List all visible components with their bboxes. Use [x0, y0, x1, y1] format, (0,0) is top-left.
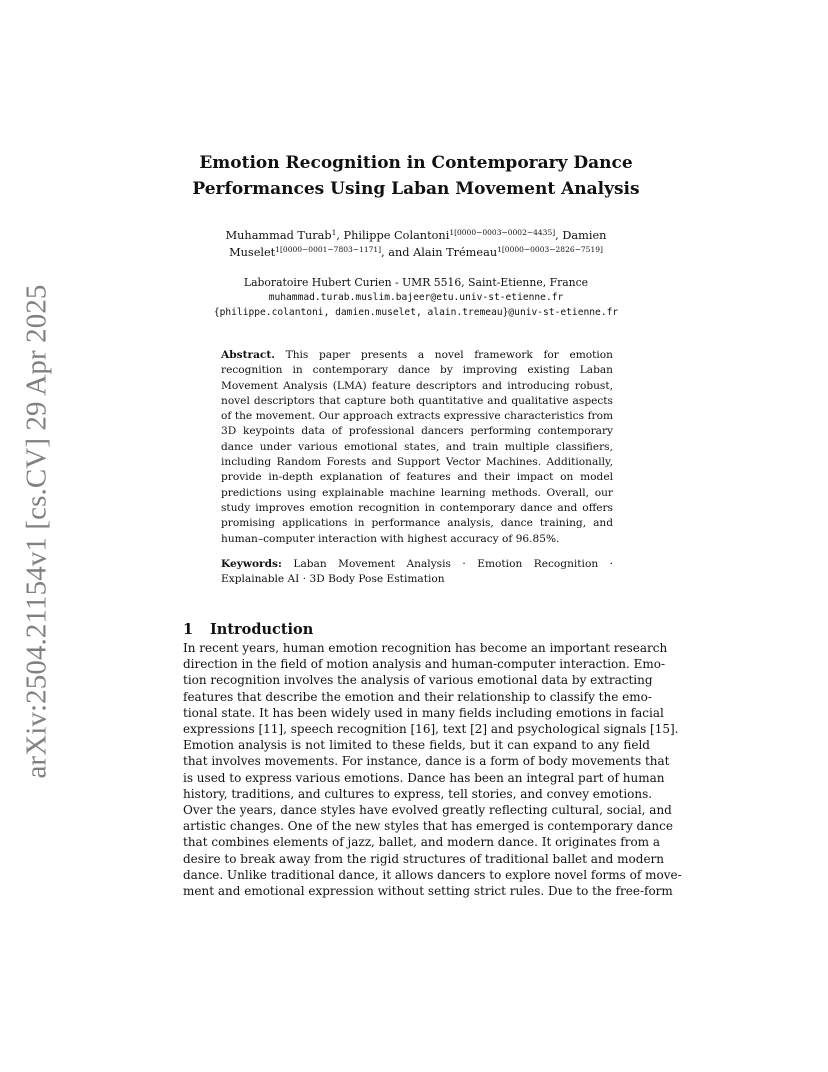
- abstract-paragraph: [221, 348, 613, 547]
- body-line: Emotion analysis is not limited to these fields, but it can expand to any field: [183, 738, 650, 753]
- paper-title: [150, 150, 682, 202]
- body-line: tional state. It has been widely used in many fields including emotions in facial: [183, 705, 664, 720]
- author-muselet-first: , Damien: [555, 229, 607, 242]
- abstract-label: Abstract.: [221, 349, 275, 361]
- arxiv-stamp-text: arXiv:2504.21154v1 [cs.CV] 29 Apr 2025: [20, 283, 53, 779]
- author-colantoni-orcid: 1[0000−0003−0002−4435]: [449, 228, 556, 237]
- body-line: artistic changes. One of the new styles that has emerged is contemporary dance: [183, 819, 673, 834]
- author-turab-affil: 1: [331, 228, 337, 237]
- author-line-1: [180, 227, 652, 244]
- author-colantoni: , Philippe Colantoni: [336, 229, 450, 242]
- affiliation-institution: Laboratoire Hubert Curien - UMR 5516, Saint-Etienne, France: [243, 276, 589, 289]
- abstract-block: [221, 348, 613, 587]
- arxiv-stamp: [9, 283, 65, 779]
- affiliation-block: [160, 275, 672, 320]
- keywords-label: Keywords:: [221, 557, 282, 570]
- email-primary: muhammad.turab.muslim.bajeer@etu.univ-st-etienne.fr: [268, 292, 564, 303]
- body-line: ment and emotional expression without setting strict rules. Due to the free-form: [183, 884, 673, 899]
- introduction-body: [183, 640, 682, 899]
- body-line: In recent years, human emotion recognition has become an important research: [183, 641, 668, 655]
- keywords-paragraph: [221, 557, 613, 588]
- section-heading: [183, 621, 313, 638]
- body-line: expressions [11], speech recognition [16], text [2] and psychological signals [15].: [183, 722, 679, 737]
- section-number: 1: [183, 621, 194, 639]
- body-line: direction in the field of motion analysis and human-computer interaction. Emo-: [183, 657, 666, 672]
- author-tremeau-orcid: 1[0000−0003−2826−7519]: [497, 245, 603, 254]
- author-tremeau: , and Alain Trémeau: [381, 246, 498, 259]
- body-line: features that describe the emotion and their relationship to classify the emo-: [183, 689, 652, 704]
- author-muselet-orcid: 1[0000−0001−7803−1171]: [275, 245, 382, 254]
- title-line-1: Emotion Recognition in Contemporary Dance: [199, 153, 633, 173]
- body-line: desire to break away from the rigid structures of traditional ballet and modern: [183, 851, 665, 866]
- body-line: dance. Unlike traditional dance, it allows dancers to explore novel forms of move-: [183, 867, 682, 882]
- body-line: that involves movements. For instance, dance is a form of body movements that: [183, 754, 670, 769]
- body-line: that combines elements of jazz, ballet, and modern dance. It originates from a: [183, 835, 661, 850]
- title-line-2: Performances Using Laban Movement Analysis: [192, 179, 640, 199]
- author-line-2: [180, 244, 652, 261]
- keywords-text: Laban Movement Analysis · Emotion Recognition · Explainable AI · 3D Body Pose Estimation: [221, 557, 613, 586]
- body-line: history, traditions, and cultures to express, tell stories, and convey emotions.: [183, 786, 653, 801]
- author-list: [180, 227, 652, 261]
- section-title: Introduction: [210, 621, 314, 639]
- body-line: tion recognition involves the analysis of various emotional data by extracting: [183, 673, 653, 688]
- abstract-text: This paper presents a novel framework for emotion recognition in contemporary dance by improving existing Laban Movement Analysis (LMA) feature descriptors and introducing robust, novel descriptors that capture both quantitative and qualitative aspects of the movement. Our approach extracts expressive characteristics from 3D keypoints data of professional dancers performing contemporary dance under various emotional states, and train multiple classifiers, including Random Forests and Support Vector Machines. Additionally, provide in-depth explanation of features and their impact on model predictions using explainable machine learning methods. Overall, our study improves emotion recognition in contemporary dance and offers promising applications in performance analysis, dance training, and human–computer interaction with highest accuracy of 96.85%.: [221, 349, 613, 545]
- body-line: is used to express various emotions. Dance has been an integral part of human: [183, 770, 665, 785]
- body-line: Over the years, dance styles have evolved greatly reflecting cultural, social, and: [183, 803, 672, 818]
- author-turab: Muhammad Turab: [225, 229, 332, 242]
- email-group: {philippe.colantoni, damien.muselet, alain.tremeau}@univ-st-etienne.fr: [213, 307, 619, 318]
- author-muselet-last: Muselet: [229, 246, 276, 259]
